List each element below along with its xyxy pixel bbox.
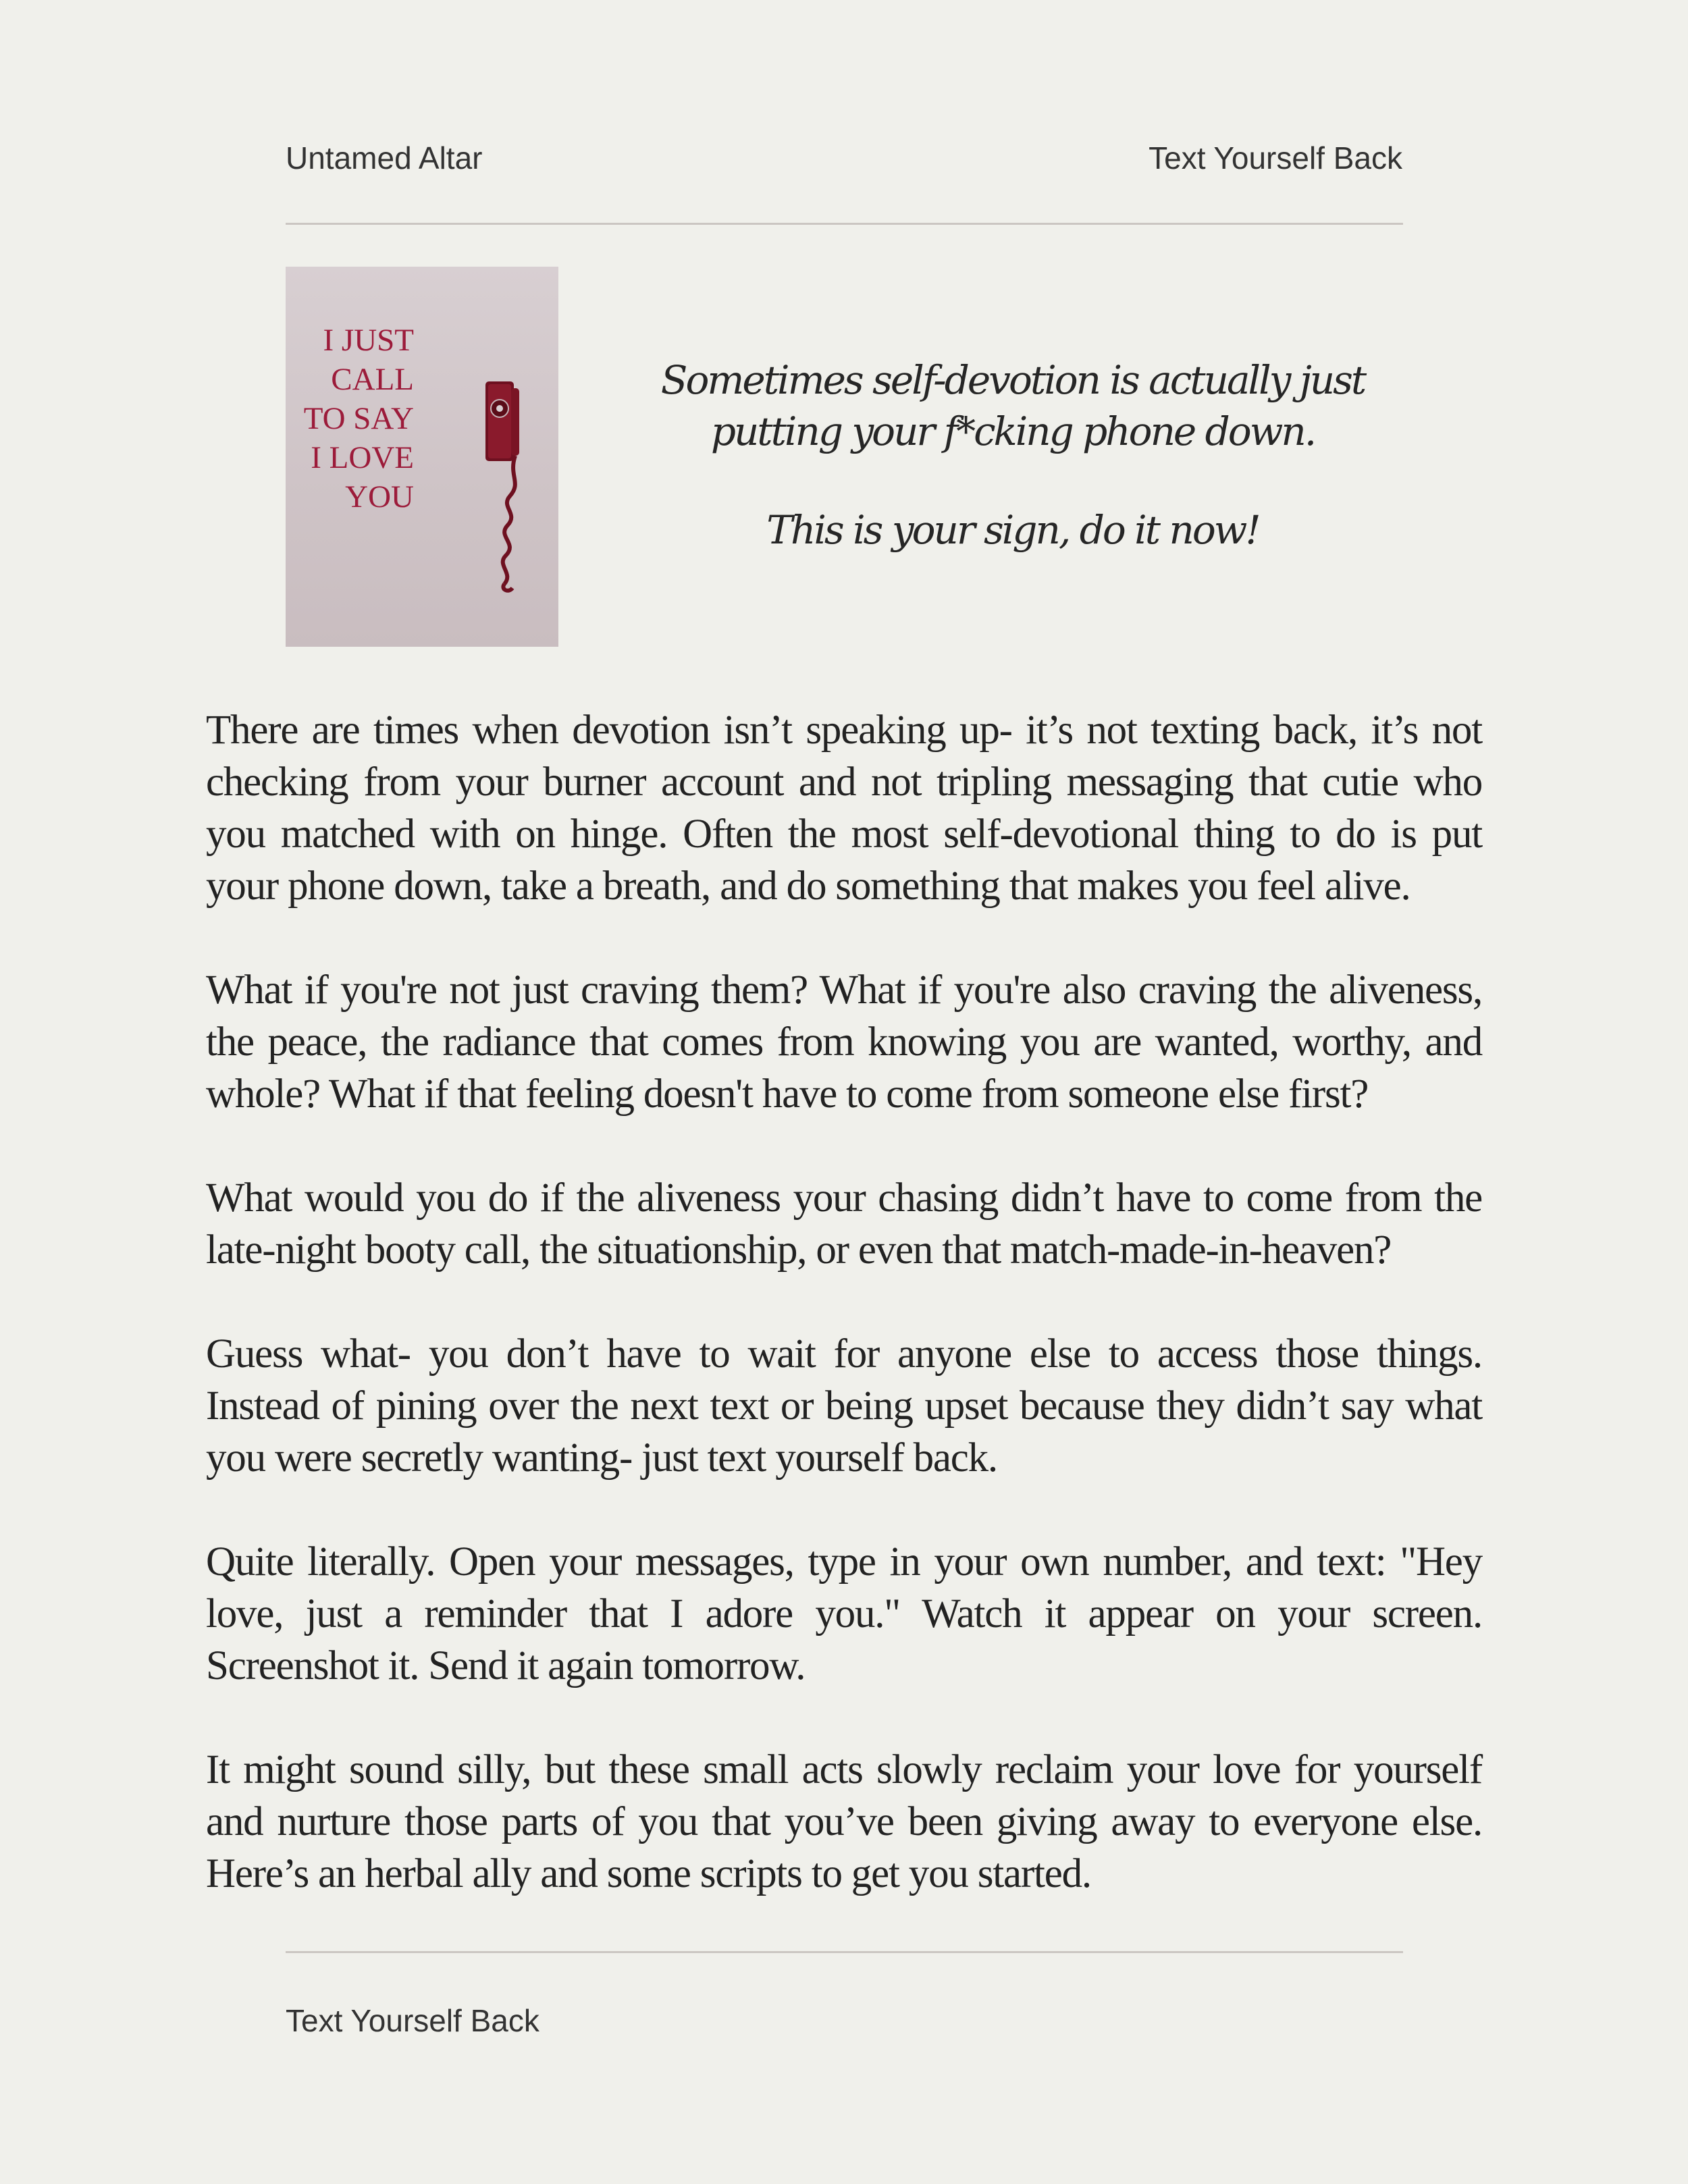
running-footer: Text Yourself Back — [286, 2003, 539, 2038]
body-paragraph: Guess what- you don’t have to wait for anyone else to access those things. Instead of pining over the next text or being upset because they didn’t say what you were secretly wanting- just text yourself back. — [206, 1331, 1482, 1481]
article-body — [206, 704, 1482, 1952]
body-paragraph: What if you're not just craving them? What if you're also craving the aliveness, the peace, the radiance that comes from knowing you are wanted, worthy, and whole? What if that feeling doesn't have to come from someone else first? — [206, 967, 1482, 1117]
photo-text-line: I LOVE — [311, 440, 414, 475]
running-header-left: Untamed Altar — [286, 140, 483, 176]
photo-text-line: CALL — [331, 362, 414, 397]
pull-quote-line: Sometimes self-devotion is actually just putting your f*cking phone down. — [660, 357, 1365, 454]
running-header-right: Text Yourself Back — [1149, 140, 1402, 176]
photo-text-line: TO SAY — [303, 401, 414, 436]
photo-text-line: I JUST — [323, 323, 414, 358]
body-paragraph: There are times when devotion isn’t speaking up- it’s not texting back, it’s not checking from your burner account and not tripling messaging that cutie who you matched with on hinge. Often the most self-devotional thing to do is put your phone down, take a breath, and do something that makes you feel alive. — [206, 708, 1482, 909]
pull-quote — [608, 354, 1418, 556]
pull-quote-call-to-action: This is your sign, do it now! — [766, 507, 1259, 553]
wall-phone-photo — [286, 267, 558, 647]
photo-text-line: YOU — [345, 479, 414, 514]
wall-telephone-icon — [481, 381, 535, 597]
body-paragraph: Quite literally. Open your messages, type in your own number, and text: "Hey love, just a reminder that I adore you." Watch it appear on your screen. Screenshot it. Send it again tomorrow. — [206, 1539, 1482, 1688]
body-paragraph: What would you do if the aliveness your chasing didn’t have to come from the late-night booty call, the situationship, or even that match-made-in-heaven? — [206, 1175, 1482, 1273]
footer-divider — [286, 1951, 1403, 1953]
body-paragraph: It might sound silly, but these small acts slowly reclaim your love for yourself and nurture those parts of you that you’ve been giving away to everyone else. Here’s an herbal ally and some scripts to get you started. — [206, 1747, 1482, 1896]
header-divider — [286, 223, 1403, 225]
photo-caption-text — [286, 321, 414, 516]
